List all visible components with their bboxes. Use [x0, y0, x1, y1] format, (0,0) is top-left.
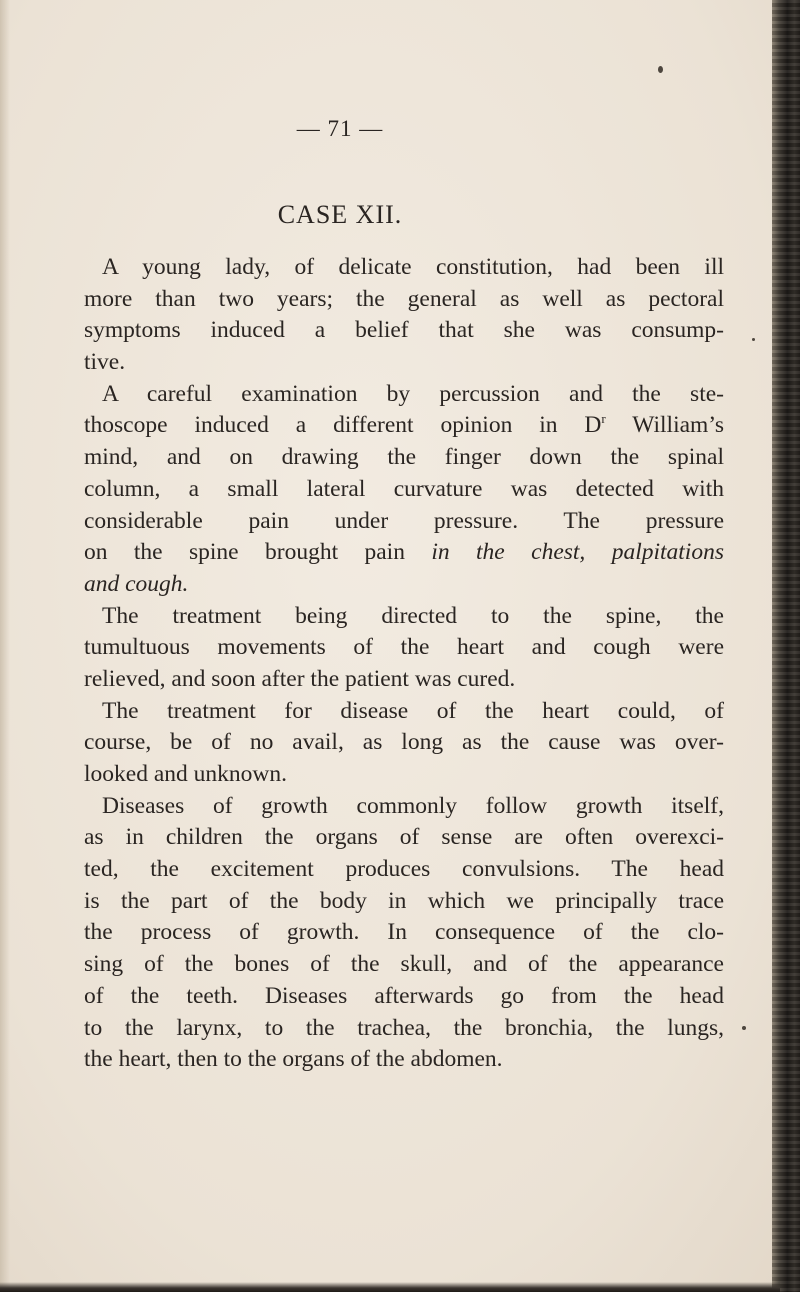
text-line: column, a small lateral curvature was detected with [84, 475, 724, 502]
text-line: symptoms induced a belief that she was consump- [84, 317, 724, 344]
text-line: looked and unknown. [84, 761, 287, 787]
text-line [84, 569, 724, 601]
italic-text: in the chest, palpitations [431, 539, 724, 566]
page-number: — 71 — [296, 116, 384, 141]
text-line: mind, and on drawing the finger down the spinal [84, 444, 724, 471]
text-line: the process of growth. In consequence of the clo- [84, 919, 724, 946]
superscript: r [601, 411, 606, 427]
text-line: The treatment being directed to the spine, the [102, 602, 724, 629]
page-left-edge-shadow [0, 0, 10, 1292]
text-line: the heart, then to the organs of the abdomen. [84, 1046, 503, 1073]
text-line: of the teeth. Diseases afterwards go from the head [84, 982, 724, 1009]
text-line: tumultuous movements of the heart and cough were [84, 634, 724, 661]
text-line: Diseases of growth commonly follow growth itself, [102, 792, 724, 819]
text-line [84, 537, 724, 569]
text-line: A careful examination by percussion and the ste- [102, 380, 724, 407]
page-bottom-edge [0, 1282, 780, 1292]
text-line [84, 410, 724, 442]
text-line: ted, the excitement produces convulsions. The head [84, 856, 724, 883]
text-segment: on the spine brought pain [84, 539, 432, 566]
text-line: A young lady, of delicate constitution, had been ill [102, 254, 724, 280]
text-line: tive. [84, 349, 126, 376]
body-text [84, 252, 724, 1076]
book-spine-edge [772, 0, 800, 1292]
text-line: sing of the bones of the skull, and of the appearance [84, 951, 724, 978]
italic-text: and cough. [84, 570, 189, 597]
ink-speck [658, 66, 663, 73]
ink-speck [742, 1026, 746, 1030]
text-line: course, be of no avail, as long as the cause was over- [84, 729, 724, 756]
text-line: as in children the organs of sense are often overexci- [84, 824, 724, 851]
text-segment: thoscope induced a different opinion in D [84, 412, 602, 439]
text-segment: William’s [605, 412, 724, 439]
text-line: relieved, and soon after the patient was cured. [84, 665, 516, 692]
case-heading: CASE XII. [277, 200, 403, 229]
text-line: more than two years; the general as well as pectoral [84, 285, 724, 312]
text-line: to the larynx, to the trachea, the bronchia, the lungs, [84, 1014, 724, 1041]
text-line: The treatment for disease of the heart could, of [102, 697, 724, 724]
text-line: is the part of the body in which we principally trace [84, 887, 724, 914]
ink-speck [752, 338, 755, 341]
text-line: considerable pain under pressure. The pressure [84, 507, 724, 534]
